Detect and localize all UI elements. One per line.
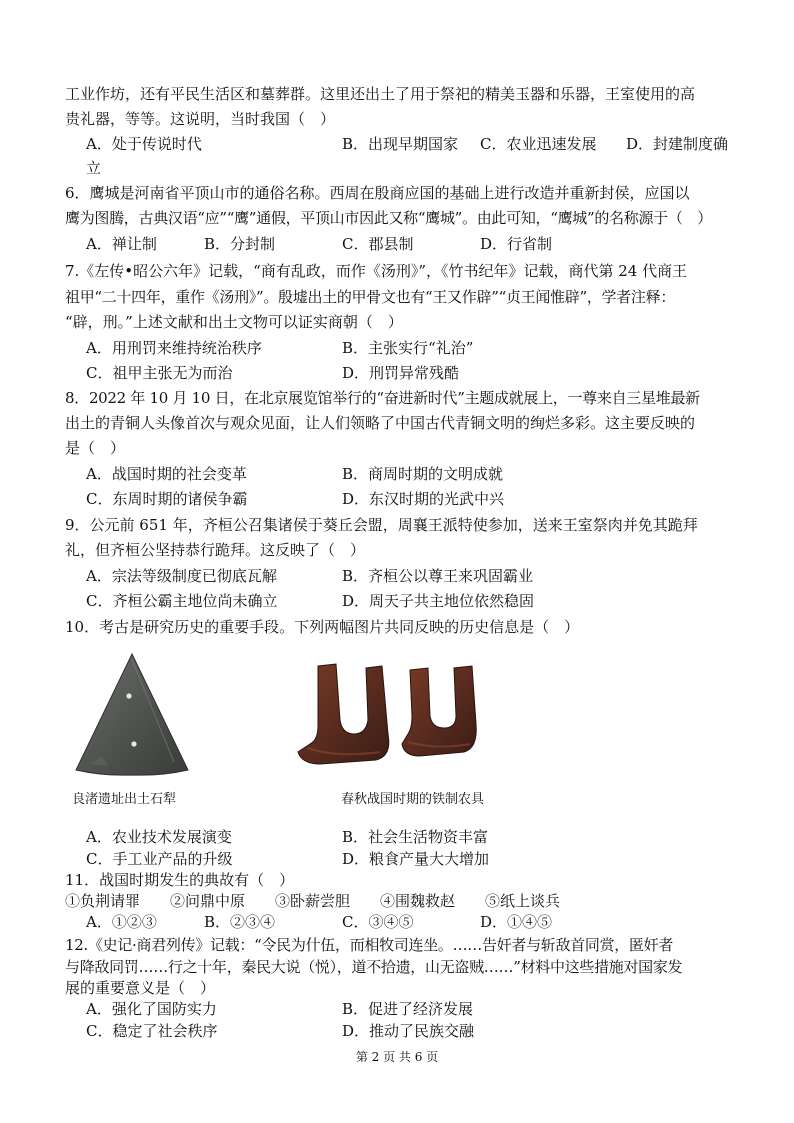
- q10-option-b[interactable]: B．社会生活物资丰富: [342, 828, 489, 846]
- q9-option-a[interactable]: A．宗法等级制度已彻底瓦解: [86, 567, 277, 585]
- q8-option-a[interactable]: A．战国时期的社会变革: [86, 465, 247, 483]
- q11-text-line1: 11．战国时期发生的典故有（ ）: [65, 871, 295, 889]
- q8-option-c[interactable]: C．东周时期的诸侯争霸: [86, 490, 248, 508]
- q12-option-c[interactable]: C．稳定了社会秩序: [86, 1022, 218, 1040]
- q12-option-b[interactable]: B．促进了经济发展: [342, 1000, 474, 1018]
- q9-option-b[interactable]: B．齐桓公以尊王来巩固霸业: [342, 567, 534, 585]
- q8-options-row2: [86, 488, 746, 510]
- q9-options-row1: [86, 565, 746, 587]
- q7-option-d[interactable]: D．刑罚异常残酷: [342, 364, 460, 382]
- q5-text-line2: 贵礼器，等等。这说明，当时我国（ ）: [65, 110, 336, 128]
- q6-option-a[interactable]: A．禅让制: [86, 235, 157, 253]
- q12-options-row1: [86, 998, 746, 1020]
- q7-text-line1: 7.《左传•昭公六年》记载，“商有乱政，而作《汤刑》”，《竹书纪年》记载，商代第 24 代商王: [65, 262, 688, 280]
- q6-options: [86, 233, 746, 255]
- q6-text-line1: 6．鹰城是河南省平顶山市的通俗名称。西周在殷商应国的基础上进行改造并重新封侯，应国以: [65, 184, 690, 202]
- q11-items: ①负荆请罪 ②问鼎中原 ③卧薪尝胆 ④围魏救赵 ⑤纸上谈兵: [65, 892, 561, 910]
- q7-option-c[interactable]: C．祖甲主张无为而治: [86, 364, 233, 382]
- q6-option-d[interactable]: D．行省制: [480, 235, 553, 253]
- page-number: 第 2 页 共 6 页: [355, 1050, 439, 1064]
- q7-options-row2: [86, 362, 746, 384]
- q5-option-b[interactable]: B．出现早期国家: [342, 135, 459, 153]
- q8-option-b[interactable]: B．商周时期的文明成就: [342, 465, 504, 483]
- q6-option-c[interactable]: C．郡县制: [342, 235, 414, 253]
- q11-option-d[interactable]: D．①④⑤: [480, 913, 553, 931]
- q8-text-line2: 出土的青铜人头像首次与观众见面，让人们领略了中国古代青铜文明的绚烂多彩。这主要反映的: [65, 414, 696, 432]
- q11-option-c[interactable]: C．③④⑤: [342, 913, 414, 931]
- q7-options-row1: [86, 337, 746, 359]
- q12-option-a[interactable]: A．强化了国防实力: [86, 1000, 217, 1018]
- q12-option-d[interactable]: D．推动了民族交融: [342, 1022, 475, 1040]
- q5-options: [86, 133, 746, 155]
- q9-text-line2: 礼，但齐桓公坚持恭行跪拜。这反映了（ ）: [65, 541, 366, 559]
- q7-text-line3: “辟，刑。”上述文献和出土文物可以证实商朝（ ）: [65, 313, 403, 331]
- q9-option-c[interactable]: C．齐桓公霸主地位尚未确立: [86, 592, 278, 610]
- q9-text-line1: 9．公元前 651 年，齐桓公召集诸侯于葵丘会盟，周襄王派特使参加，送来王室祭肉并免其跪拜: [65, 516, 698, 534]
- q12-options-row2: [86, 1020, 746, 1042]
- q10-options-row1: [86, 826, 746, 848]
- q9-option-d[interactable]: D．周天子共主地位依然稳固: [342, 592, 535, 610]
- q7-option-a[interactable]: A．用刑罚来维持统治秩序: [86, 339, 262, 357]
- q8-text-line1: 8．2022 年 10 月 10 日，在北京展览馆举行的“奋进新时代”主题成就展上，一尊来自三星堆最新: [65, 389, 700, 407]
- q10-option-d[interactable]: D．粮食产量大大增加: [342, 850, 490, 868]
- q11-option-a[interactable]: A．①②③: [86, 913, 157, 931]
- q5-option-d-wrap: 立: [86, 159, 102, 177]
- q12-text-line1: 12.《史记·商君列传》记载：“令民为什伍，而相牧司连坐。……告奸者与斩敌首同赏，匿奸者: [65, 936, 674, 954]
- q5-option-d[interactable]: D．封建制度确: [626, 135, 729, 153]
- q5-option-a[interactable]: A．处于传说时代: [86, 135, 202, 153]
- q10-options-row2: [86, 848, 746, 870]
- q6-text-line2: 鹰为图腾，古典汉语“应”“鹰”通假，平顶山市因此又称“鹰城”。由此可知，“鹰城”的名称源于（ ）: [65, 209, 712, 227]
- q9-options-row2: [86, 590, 746, 612]
- q6-option-b[interactable]: B．分封制: [204, 235, 276, 253]
- stone-plough-image: [72, 652, 192, 778]
- q8-option-d[interactable]: D．东汉时期的光武中兴: [342, 490, 505, 508]
- q11-option-b[interactable]: B．②③④: [204, 913, 276, 931]
- q10-option-c[interactable]: C．手工业产品的升级: [86, 850, 233, 868]
- q8-text-line3: 是（ ）: [65, 439, 126, 457]
- q5-text-line1: 工业作坊，还有平民生活区和墓葬群。这里还出土了用于祭祀的精美玉器和乐器，王室使用的高: [65, 85, 696, 103]
- q10-option-a[interactable]: A．农业技术发展演变: [86, 828, 232, 846]
- iron-tools-image: [296, 660, 514, 768]
- caption-iron-tools: 春秋战国时期的铁制农具: [341, 792, 485, 807]
- q7-text-line2: 祖甲“二十四年，重作《汤刑》”。殷墟出土的甲骨文也有“王又作辟”“贞王闻惟辟”，学者注释：: [65, 288, 676, 306]
- q7-option-b[interactable]: B．主张实行“礼治”: [342, 339, 474, 357]
- q10-text-line1: 10．考古是研究历史的重要手段。下列两幅图片共同反映的历史信息是（ ）: [65, 618, 580, 636]
- q12-text-line3: 展的重要意义是（ ）: [65, 979, 216, 997]
- q12-text-line2: 与降敌同罚……行之十年，秦民大说（悦），道不拾遗，山无盗贼……”材料中这些措施对国家发: [65, 958, 683, 976]
- q5-option-c[interactable]: C．农业迅速发展: [480, 135, 597, 153]
- q11-options: [86, 911, 746, 933]
- caption-stone-plough: 良渚遗址出土石犁: [72, 792, 177, 807]
- q8-options-row1: [86, 463, 746, 485]
